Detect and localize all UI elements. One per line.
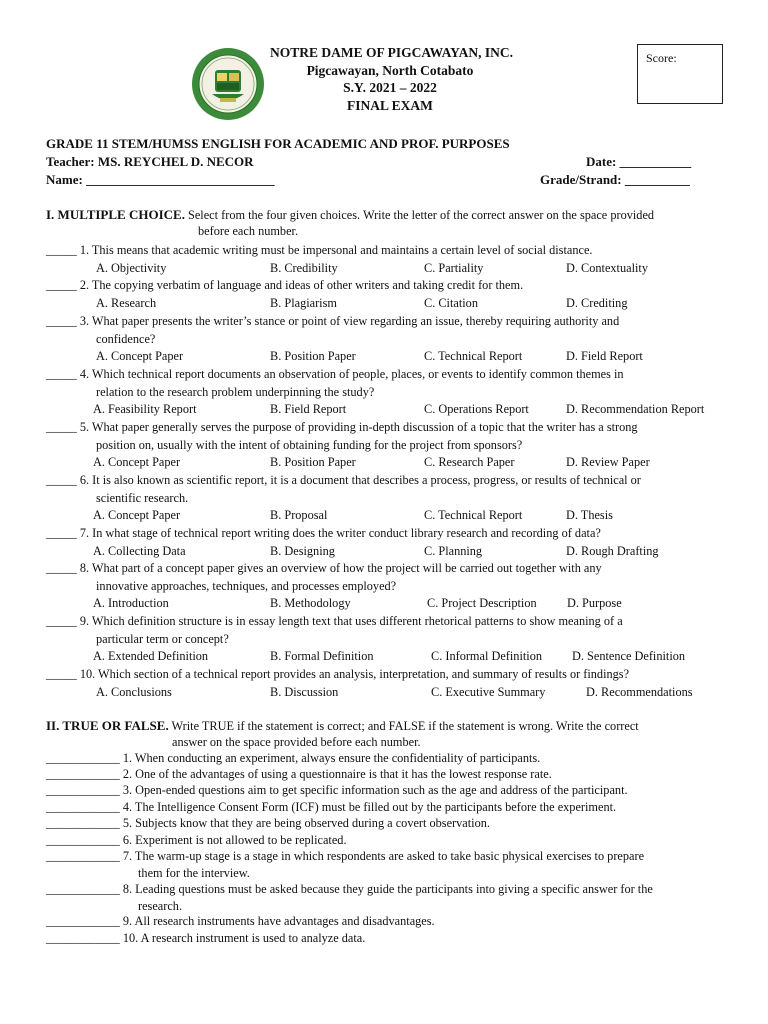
mc-choice: C. Executive Summary	[431, 684, 546, 699]
tf-item	[46, 832, 736, 849]
mc-choice: C. Project Description	[427, 596, 537, 610]
mc-choice: C. Operations Report	[424, 402, 529, 416]
score-box[interactable]	[637, 44, 723, 104]
mc-question-text-continued: relation to the research problem underpinning the study?	[96, 384, 375, 399]
tf-item	[46, 750, 736, 767]
mc-choice: A. Research	[96, 295, 157, 310]
part1-instructions	[46, 207, 726, 239]
mc-choice: A. Objectivity	[96, 260, 167, 275]
mc-choice: B. Position Paper	[270, 349, 356, 363]
tf-item	[46, 815, 736, 832]
mc-question	[46, 313, 736, 363]
date-field[interactable]: Date: ___________	[586, 154, 692, 169]
part2-instr-line1: Write TRUE if the statement is correct; and FALSE if the statement is wrong. Write the correct	[168, 719, 639, 733]
mc-choice: A. Extended Definition	[93, 649, 209, 663]
mc-question-text-continued: scientific research.	[96, 490, 189, 505]
part1-instr-line2: before each number.	[198, 224, 299, 238]
tf-item-text: ____________ 1. When conducting an experiment, always ensure the confidentiality of participants.	[46, 751, 541, 765]
mc-choice: A. Concept Paper	[93, 508, 181, 522]
tf-item-text: ____________ 10. A research instrument is used to analyze data.	[46, 931, 366, 945]
mc-choice: D. Recommendations	[586, 684, 693, 699]
mc-choice: C. Technical Report	[424, 349, 523, 363]
mc-question	[46, 366, 736, 416]
mc-question-text: _____ 3. What paper presents the writer’s stance or point of view regarding an issue, thereby requiring authority and	[46, 314, 620, 328]
mc-choice: C. Informal Definition	[431, 649, 542, 663]
mc-question-text-continued: particular term or concept?	[96, 631, 229, 646]
mc-question-text-continued: innovative approaches, techniques, and processes employed?	[96, 578, 397, 593]
mc-choice: D. Purpose	[567, 596, 622, 610]
mc-question	[46, 419, 736, 469]
course-title: GRADE 11 STEM/HUMSS ENGLISH FOR ACADEMIC AND PROF. PURPOSES	[46, 136, 510, 151]
grade-strand-field[interactable]: Grade/Strand: __________	[540, 172, 690, 187]
score-label: Score:	[646, 51, 677, 65]
part2-title: II. TRUE OR FALSE.	[46, 718, 169, 733]
mc-choice: B. Plagiarism	[270, 295, 337, 310]
tf-item-text: ____________ 9. All research instruments have advantages and disadvantages.	[46, 914, 435, 928]
mc-choice: D. Crediting	[566, 295, 628, 310]
mc-question-text: _____ 9. Which definition structure is in essay length text that uses different rhetorical patterns to show meaning of a	[46, 614, 623, 628]
exam-title: FINAL EXAM	[347, 97, 433, 113]
mc-question	[46, 242, 736, 275]
mc-question-text: _____ 8. What part of a concept paper gives an overview of how the project will be carried out together with any	[46, 561, 602, 575]
mc-question	[46, 666, 736, 699]
mc-question	[46, 613, 736, 663]
tf-item-text-continued: them for the interview.	[138, 865, 250, 880]
mc-choice: B. Field Report	[270, 402, 347, 416]
school-location: Pigcawayan, North Cotabato	[306, 62, 474, 78]
part2-instructions	[46, 718, 726, 750]
tf-item-text: ____________ 2. One of the advantages of using a questionnaire is that it has the lowest response rate.	[46, 767, 552, 781]
mc-question-text: _____ 2. The copying verbatim of language and ideas of other writers and taking credit for them.	[46, 278, 524, 292]
mc-choice: D. Contextuality	[566, 260, 648, 275]
mc-question-text-continued: position on, usually with the intent of obtaining funding for the project from sponsors?	[96, 437, 523, 452]
mc-choice: A. Concept Paper	[93, 455, 181, 469]
school-seal-logo	[190, 46, 266, 122]
tf-item-text: ____________ 4. The Intelligence Consent Form (ICF) must be filled out by the participants before the experiment.	[46, 800, 617, 814]
mc-question-text: _____ 5. What paper generally serves the purpose of providing in-depth discussion of a topic that the writer has a strong	[46, 420, 638, 434]
mc-choice: D. Rough Drafting	[566, 543, 659, 558]
mc-choice: A. Concept Paper	[96, 349, 184, 363]
mc-choice: B. Designing	[270, 543, 335, 558]
mc-choice: D. Sentence Definition	[572, 649, 686, 663]
mc-question-text: _____ 7. In what stage of technical report writing does the writer conduct library research and recording of data?	[46, 526, 601, 540]
mc-question-text-continued: confidence?	[96, 331, 156, 346]
mc-choice: A. Feasibility Report	[93, 402, 197, 416]
part1-instr-line1: Select from the four given choices. Write the letter of the correct answer on the space provided	[184, 208, 655, 222]
mc-choice: C. Planning	[424, 543, 483, 558]
mc-choice: A. Collecting Data	[93, 543, 186, 558]
mc-choice: A. Conclusions	[96, 684, 172, 699]
mc-question	[46, 525, 736, 558]
mc-question-text: _____ 6. It is also known as scientific report, it is a document that describes a process, progress, or results of technical or	[46, 473, 641, 487]
mc-question-text: _____ 4. Which technical report documents an observation of people, places, or events to identify common themes in	[46, 367, 624, 381]
tf-item	[46, 799, 736, 816]
mc-question-text: _____ 10. Which section of a technical report provides an analysis, interpretation, and summary of results or findings?	[46, 667, 630, 681]
school-header	[270, 44, 514, 114]
tf-item	[46, 913, 736, 930]
tf-item	[46, 881, 736, 914]
school-year: S.Y. 2021 – 2022	[343, 80, 437, 95]
school-name: NOTRE DAME OF PIGCAWAYAN, INC.	[270, 45, 514, 60]
mc-choice: B. Methodology	[270, 596, 351, 610]
mc-choice: D. Thesis	[566, 508, 613, 522]
tf-item-text: ____________ 6. Experiment is not allowed to be replicated.	[46, 833, 347, 847]
tf-item-text: ____________ 5. Subjects know that they are being observed during a covert observation.	[46, 816, 490, 830]
tf-item	[46, 848, 736, 881]
tf-item-text: ____________ 7. The warm-up stage is a stage in which respondents are asked to take basic physical exercises to prepare	[46, 849, 645, 863]
part2-instr-line2: answer on the space provided before each number.	[172, 735, 421, 749]
part1-title: I. MULTIPLE CHOICE.	[46, 207, 185, 222]
mc-choice: B. Credibility	[270, 260, 338, 275]
tf-item-text: ____________ 3. Open-ended questions aim to get specific information such as the age and address of the participant.	[46, 783, 628, 797]
tf-item	[46, 782, 736, 799]
mc-choice: C. Technical Report	[424, 508, 523, 522]
mc-question	[46, 472, 736, 522]
name-field[interactable]: Name: _____________________________	[46, 172, 275, 187]
tf-item-text-continued: research.	[138, 898, 183, 913]
mc-choice: A. Introduction	[93, 596, 169, 610]
mc-choice: B. Position Paper	[270, 455, 356, 469]
mc-choice: B. Discussion	[270, 684, 339, 699]
teacher-line: Teacher: MS. REYCHEL D. NECOR	[46, 154, 254, 169]
mc-choice: C. Citation	[424, 295, 478, 310]
mc-choice: D. Field Report	[566, 349, 643, 363]
tf-item-text: ____________ 8. Leading questions must be asked because they guide the participants into giving a specific answer for the	[46, 882, 653, 896]
mc-question-text: _____ 1. This means that academic writing must be impersonal and maintains a certain level of social distance.	[46, 243, 593, 257]
mc-choice: C. Partiality	[424, 260, 484, 275]
tf-item	[46, 930, 736, 947]
mc-choice: C. Research Paper	[424, 455, 515, 469]
mc-question	[46, 277, 736, 310]
mc-choice: D. Recommendation Report	[566, 402, 705, 416]
tf-item	[46, 766, 736, 783]
mc-choice: D. Review Paper	[566, 455, 650, 469]
mc-question	[46, 560, 736, 610]
mc-choice: B. Proposal	[270, 508, 328, 522]
mc-choice: B. Formal Definition	[270, 649, 374, 663]
